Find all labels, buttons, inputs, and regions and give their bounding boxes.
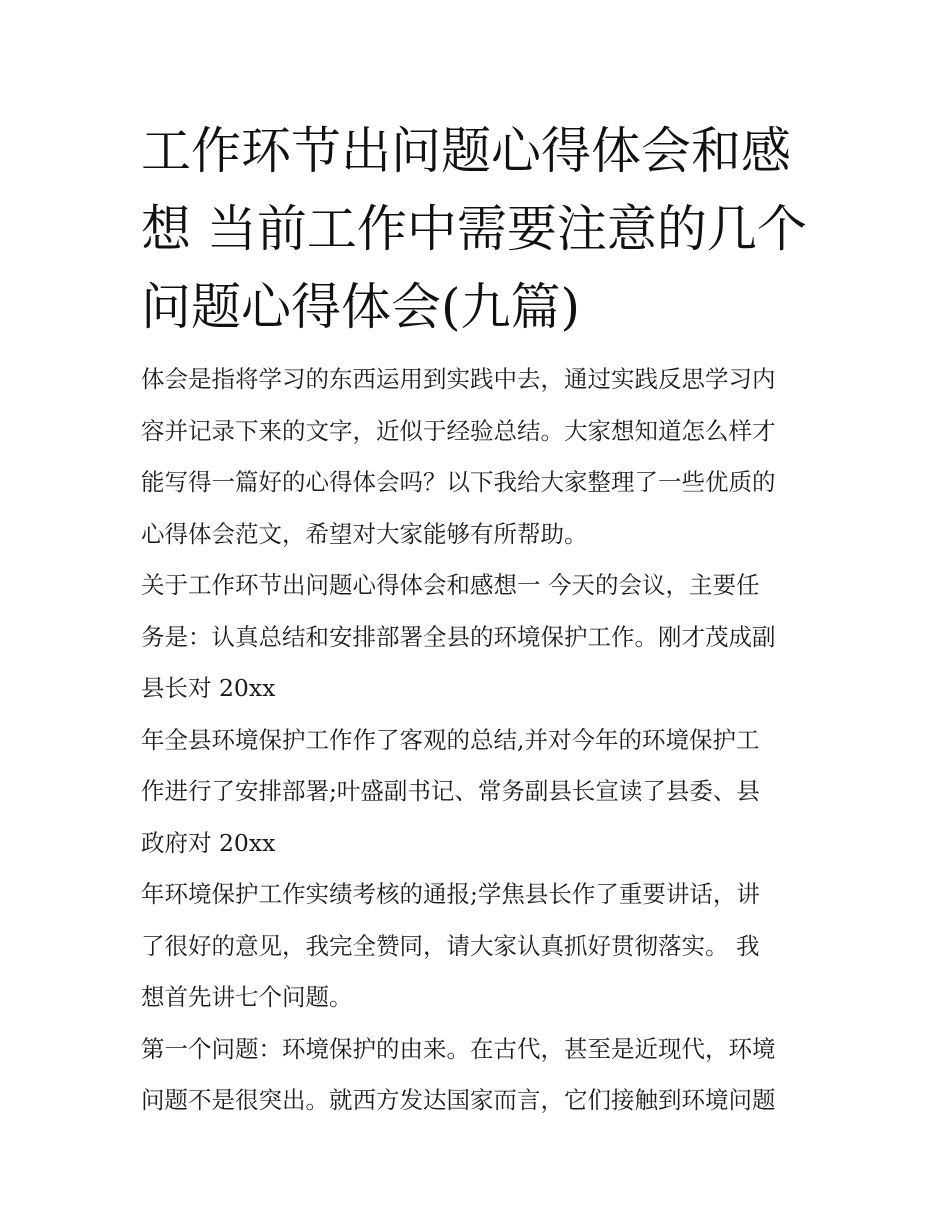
body-line: 想首先讲七个问题。 xyxy=(141,983,353,1011)
body-line: 能写得一篇好的心得体会吗？以下我给大家整理了一些优质的 xyxy=(141,468,776,496)
body-line: 政府对 20xx xyxy=(141,828,276,857)
body-line: 作进行了安排部署;叶盛副书记、常务副县长宣读了县委、县 xyxy=(141,777,760,805)
title-line: 想 当前工作中需要注意的几个 xyxy=(141,200,807,258)
body-line: 年环境保护工作实绩考核的通报;学焦县长作了重要讲话，讲 xyxy=(141,880,760,908)
body-line: 务是：认真总结和安排部署全县的环境保护工作。刚才茂成副 xyxy=(141,622,776,651)
body-line: 问题不是很突出。就西方发达国家而言，它们接触到环境问题 xyxy=(141,1086,776,1114)
document-title xyxy=(141,112,821,346)
title-line: 问题心得体会(九篇) xyxy=(141,278,581,336)
body-line: 心得体会范文，希望对大家能够有所帮助。 xyxy=(141,519,588,548)
body-line: 体会是指将学习的东西运用到实践中去，通过实践反思学习内 xyxy=(141,365,776,393)
body-line: 了很好的意见，我完全赞同，请大家认真抓好贯彻落实。 我 xyxy=(141,931,760,960)
body-line: 容并记录下来的文字，近似于经验总结。大家想知道怎么样才 xyxy=(141,416,776,445)
body-line: 关于工作环节出问题心得体会和感想一 今天的会议，主要任 xyxy=(141,571,760,599)
body-line: 年全县环境保护工作作了客观的总结,并对今年的环境保护工 xyxy=(141,725,760,754)
body-line: 县长对 20xx xyxy=(141,674,276,702)
title-line: 工作环节出问题心得体会和感 xyxy=(141,122,791,180)
document-body xyxy=(141,354,831,1127)
body-line: 第一个问题：环境保护的由来。在古代，甚至是近现代，环境 xyxy=(141,1034,776,1063)
